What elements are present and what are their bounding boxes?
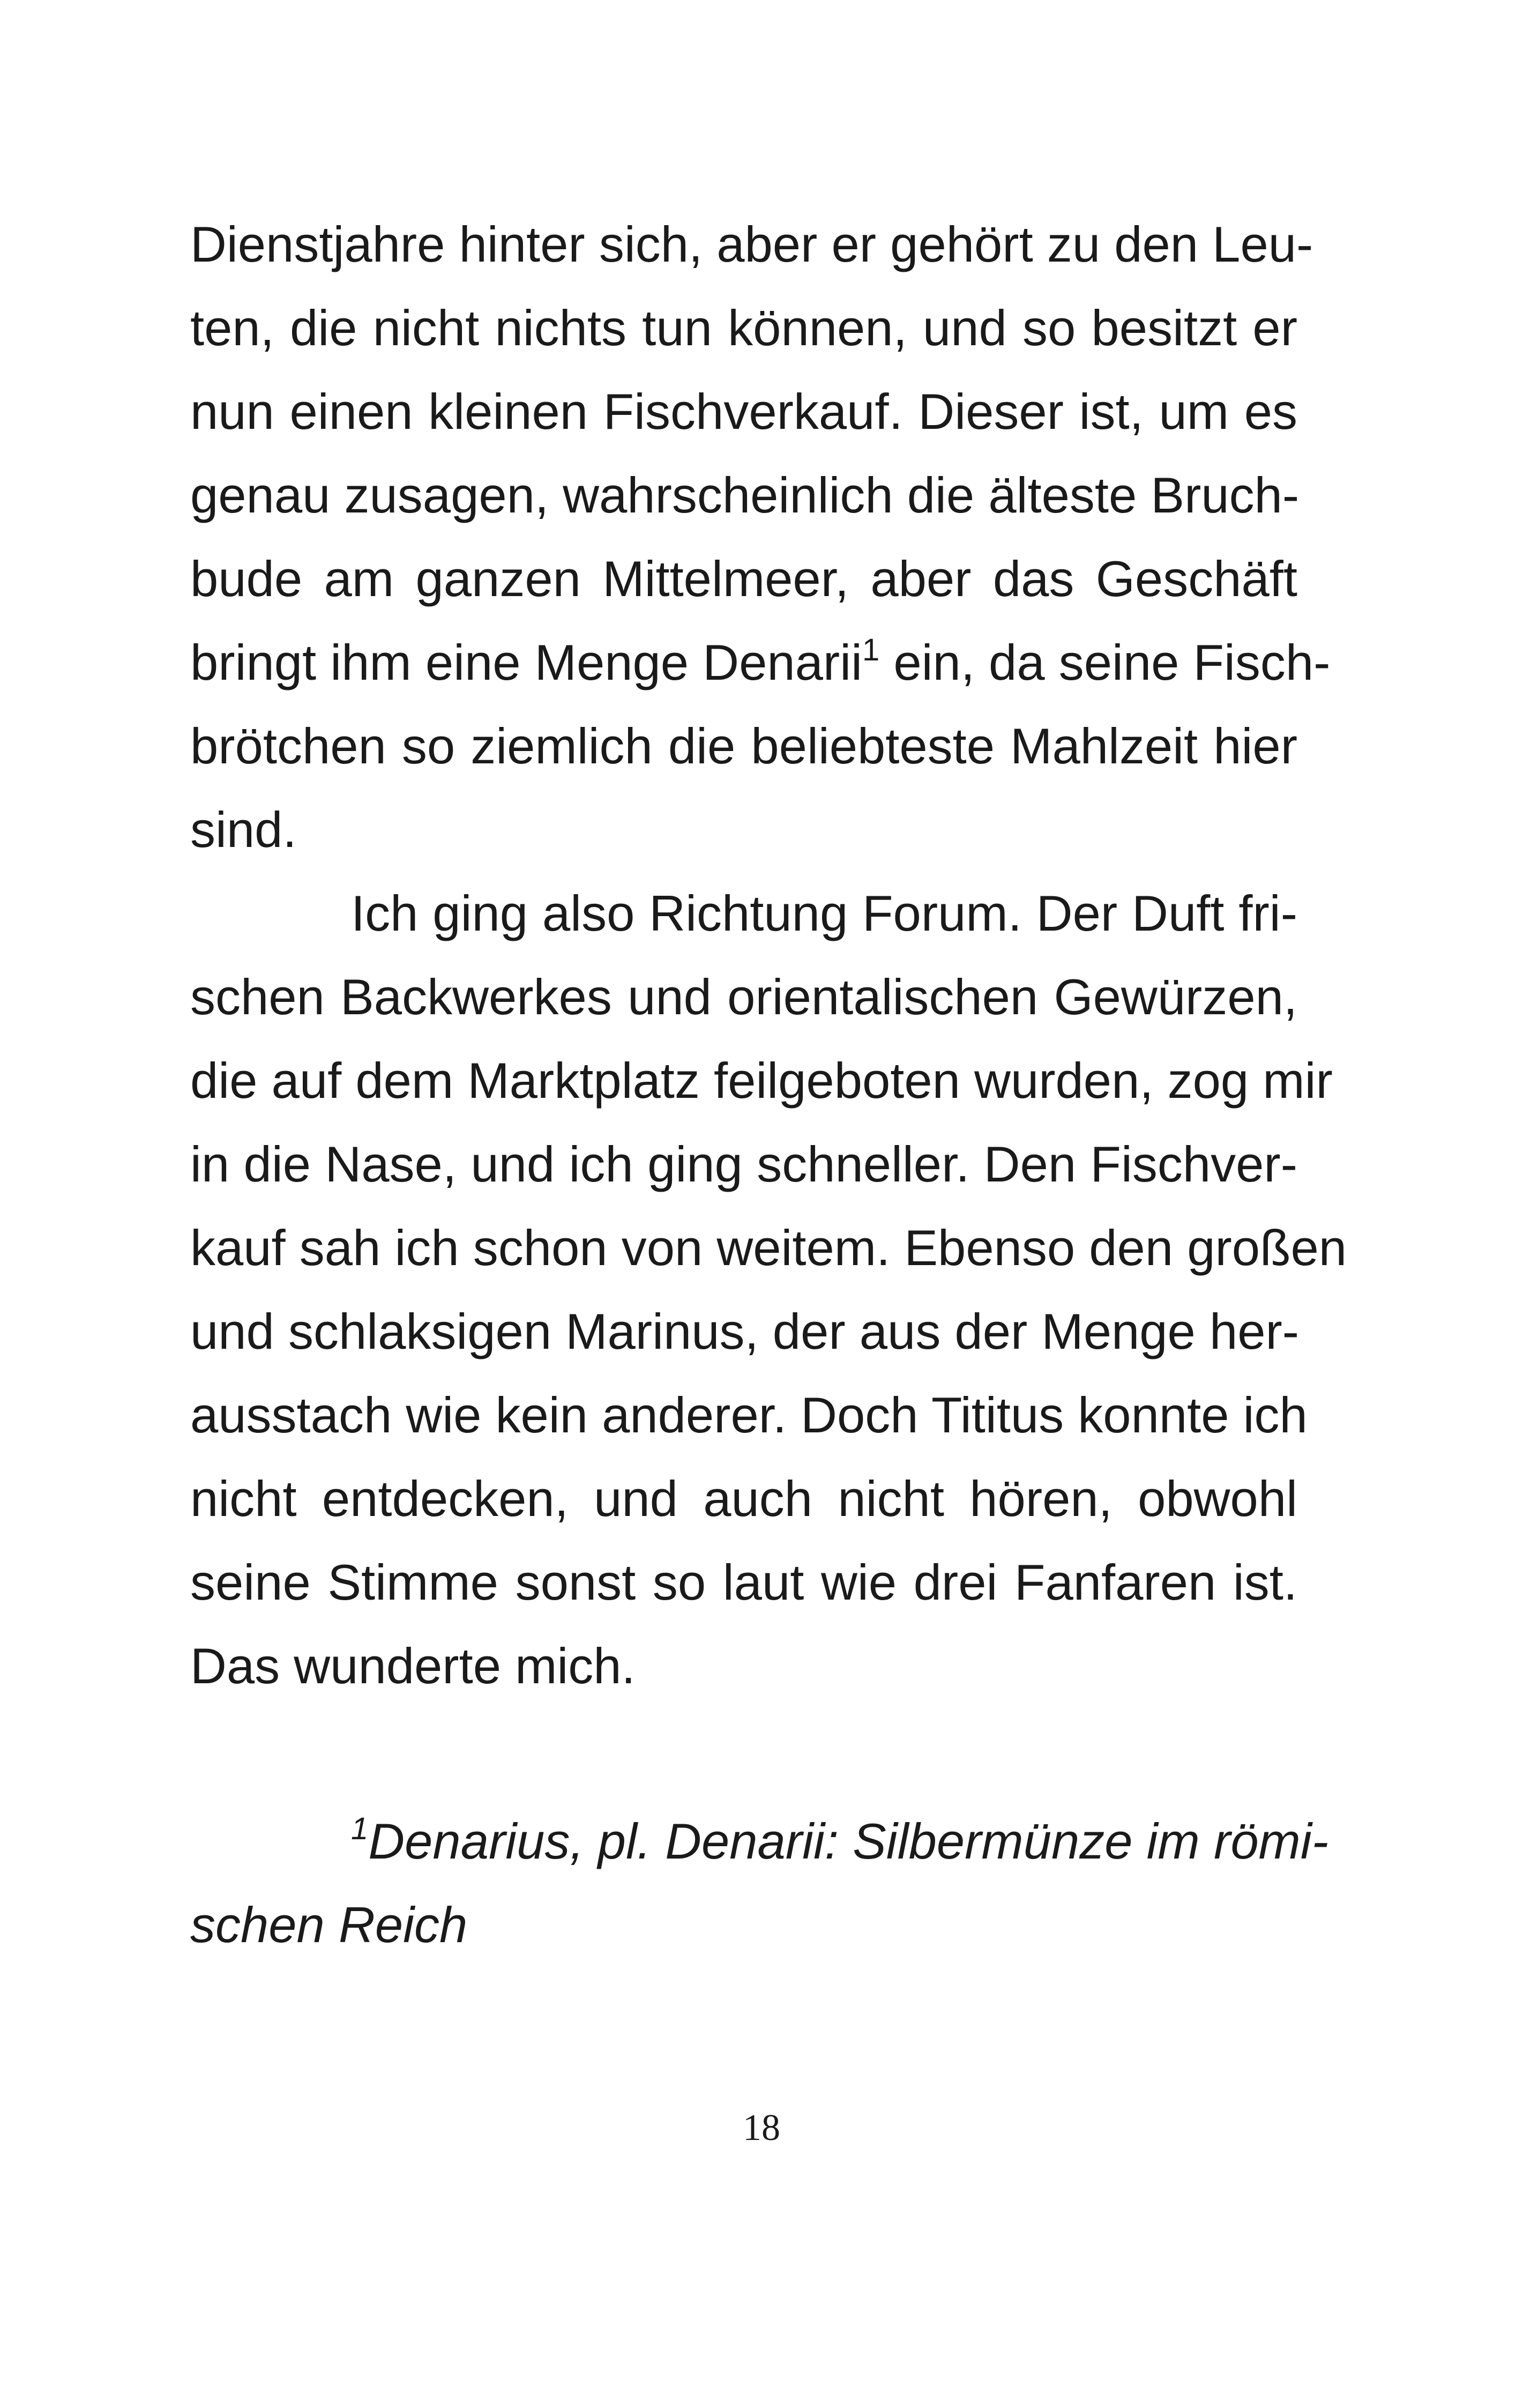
text-line: und schlaksigen Marinus, der aus der Menge her- <box>190 1303 1300 1359</box>
text-line: die auf dem Marktplatz feilgeboten wurden, zog mir <box>190 1052 1333 1109</box>
footnote-reference: 1 <box>862 633 880 667</box>
text-line: sind. <box>190 801 297 858</box>
text-line: nicht entdecken, und auch nicht hören, obwohl <box>190 1470 1297 1527</box>
text-line: in die Nase, und ich ging schneller. Den Fischver- <box>190 1136 1297 1192</box>
text-line: Das wunderte mich. <box>190 1638 636 1694</box>
footnote-text: Denarius, pl. Denarii: Silbermünze im römi- <box>368 1813 1329 1869</box>
text-line: bude am ganzen Mittelmeer, aber das Geschäft <box>190 551 1297 607</box>
text-line: genau zusagen, wahrscheinlich die älteste Bruch- <box>190 467 1300 523</box>
footnote <box>190 1800 1329 1967</box>
footnote-line: schen Reich <box>190 1897 468 1953</box>
text-line: schen Backwerkes und orientalischen Gewürzen, <box>190 969 1297 1025</box>
body-text <box>190 203 1347 1708</box>
text-line: ausstach wie kein anderer. Doch Tititus konnte ich <box>190 1387 1308 1443</box>
page-number: 18 <box>743 2107 780 2149</box>
text-fragment: bringt ihm eine Menge Denarii <box>190 634 862 690</box>
paragraph-start-line: Ich ging also Richtung Forum. Der Duft fri- <box>351 885 1297 941</box>
text-line: ten, die nicht nichts tun können, und so besitzt er <box>190 300 1297 356</box>
text-line: nun einen kleinen Fischverkauf. Dieser ist, um es <box>190 383 1297 440</box>
text-line-with-footnote-ref <box>190 621 1331 704</box>
text-line: brötchen so ziemlich die beliebteste Mahlzeit hier <box>190 718 1297 774</box>
text-line: kauf sah ich schon von weitem. Ebenso den großen <box>190 1220 1347 1276</box>
text-line: seine Stimme sonst so laut wie drei Fanfaren ist. <box>190 1554 1297 1610</box>
footnote-line <box>190 1800 1329 1883</box>
text-line: Dienstjahre hinter sich, aber er gehört zu den Leu- <box>190 216 1313 272</box>
footnote-marker: 1 <box>351 1811 369 1846</box>
text-fragment: ein, da seine Fisch- <box>879 634 1331 690</box>
